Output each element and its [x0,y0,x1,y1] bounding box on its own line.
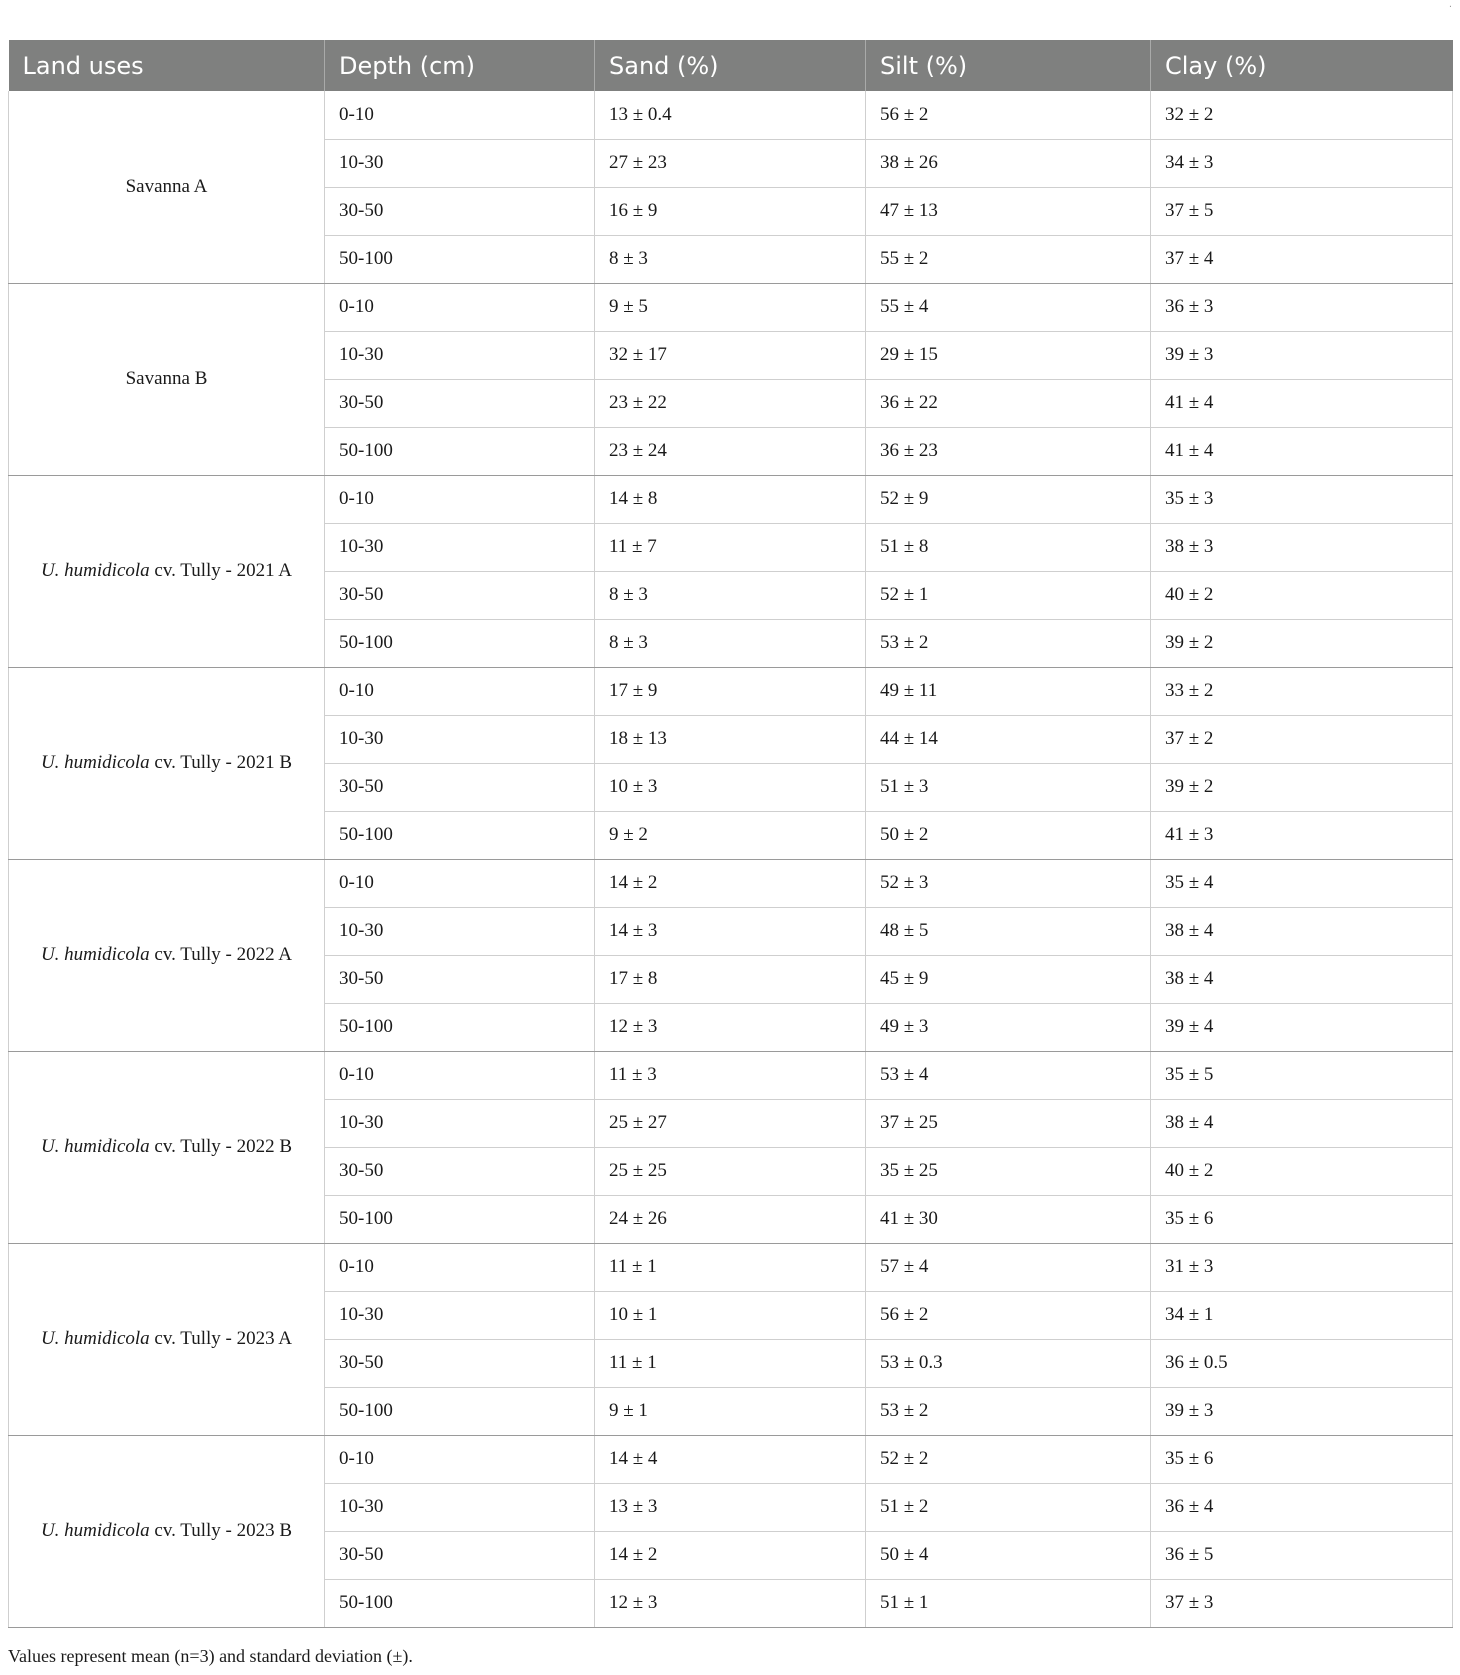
clay-cell: 39 ± 3 [1151,1387,1453,1435]
silt-cell: 53 ± 2 [866,619,1151,667]
silt-cell: 51 ± 1 [866,1579,1151,1627]
silt-cell: 37 ± 25 [866,1099,1151,1147]
clay-cell: 36 ± 4 [1151,1483,1453,1531]
depth-cell: 0-10 [325,1435,595,1483]
table-header-row [9,40,1453,91]
depth-cell: 30-50 [325,955,595,1003]
silt-cell: 49 ± 11 [866,667,1151,715]
silt-cell: 41 ± 30 [866,1195,1151,1243]
header-land-uses: Land uses [9,40,325,91]
clay-cell: 36 ± 3 [1151,283,1453,331]
depth-cell: 30-50 [325,379,595,427]
land-use-cell [9,667,325,859]
sand-cell: 11 ± 3 [595,1051,866,1099]
depth-cell: 30-50 [325,1147,595,1195]
sand-cell: 10 ± 1 [595,1291,866,1339]
land-use-label: cv. Tully - 2021 B [149,752,293,773]
clay-cell: 31 ± 3 [1151,1243,1453,1291]
depth-cell: 50-100 [325,811,595,859]
sand-cell: 11 ± 7 [595,523,866,571]
species-name: U. humidicola [40,1520,150,1541]
clay-cell: 37 ± 3 [1151,1579,1453,1627]
clay-cell: 35 ± 3 [1151,475,1453,523]
clay-cell: 34 ± 1 [1151,1291,1453,1339]
depth-cell: 10-30 [325,715,595,763]
clay-cell: 40 ± 2 [1151,1147,1453,1195]
silt-cell: 51 ± 2 [866,1483,1151,1531]
sand-cell: 10 ± 3 [595,763,866,811]
depth-cell: 10-30 [325,1291,595,1339]
sand-cell: 14 ± 8 [595,475,866,523]
species-name: U. humidicola [40,1328,150,1349]
silt-cell: 36 ± 22 [866,379,1151,427]
depth-cell: 50-100 [325,1003,595,1051]
clay-cell: 39 ± 4 [1151,1003,1453,1051]
sand-cell: 14 ± 2 [595,1531,866,1579]
sand-cell: 8 ± 3 [595,619,866,667]
land-use-cell [9,475,325,667]
depth-cell: 0-10 [325,1243,595,1291]
clay-cell: 39 ± 2 [1151,763,1453,811]
silt-cell: 52 ± 1 [866,571,1151,619]
silt-cell: 47 ± 13 [866,187,1151,235]
sand-cell: 8 ± 3 [595,571,866,619]
header-clay: Clay (%) [1151,40,1453,91]
sand-cell: 17 ± 9 [595,667,866,715]
sand-cell: 18 ± 13 [595,715,866,763]
land-use-cell [9,1051,325,1243]
land-use-label: Savanna A [125,175,208,197]
silt-cell: 53 ± 2 [866,1387,1151,1435]
header-silt: Silt (%) [866,40,1151,91]
sand-cell: 24 ± 26 [595,1195,866,1243]
depth-cell: 50-100 [325,1387,595,1435]
clay-cell: 41 ± 3 [1151,811,1453,859]
clay-cell: 35 ± 5 [1151,1051,1453,1099]
clay-cell: 36 ± 5 [1151,1531,1453,1579]
sand-cell: 25 ± 27 [595,1099,866,1147]
clay-cell: 33 ± 2 [1151,667,1453,715]
species-name: U. humidicola [40,1136,150,1157]
depth-cell: 50-100 [325,1195,595,1243]
land-use-cell [9,283,325,475]
depth-cell: 10-30 [325,1099,595,1147]
silt-cell: 52 ± 2 [866,1435,1151,1483]
sand-cell: 11 ± 1 [595,1243,866,1291]
silt-cell: 56 ± 2 [866,91,1151,139]
land-use-label: cv. Tully - 2023 A [149,1328,293,1349]
depth-cell: 50-100 [325,427,595,475]
silt-cell: 55 ± 4 [866,283,1151,331]
sand-cell: 8 ± 3 [595,235,866,283]
depth-cell: 0-10 [325,283,595,331]
depth-cell: 10-30 [325,1483,595,1531]
depth-cell: 30-50 [325,1339,595,1387]
silt-cell: 53 ± 0.3 [866,1339,1151,1387]
land-use-label: cv. Tully - 2022 A [149,944,293,965]
table-row [9,283,1453,331]
sand-cell: 12 ± 3 [595,1003,866,1051]
silt-cell: 49 ± 3 [866,1003,1151,1051]
clay-cell: 38 ± 4 [1151,955,1453,1003]
silt-cell: 51 ± 8 [866,523,1151,571]
land-use-label: cv. Tully - 2023 B [149,1520,293,1541]
species-name: U. humidicola [40,560,150,581]
sand-cell: 9 ± 2 [595,811,866,859]
table-row [9,859,1453,907]
clay-cell: 37 ± 4 [1151,235,1453,283]
sand-cell: 17 ± 8 [595,955,866,1003]
clay-cell: 37 ± 5 [1151,187,1453,235]
table-row [9,667,1453,715]
depth-cell: 0-10 [325,667,595,715]
silt-cell: 48 ± 5 [866,907,1151,955]
clay-cell: 41 ± 4 [1151,379,1453,427]
clay-cell: 35 ± 6 [1151,1195,1453,1243]
silt-cell: 56 ± 2 [866,1291,1151,1339]
depth-cell: 30-50 [325,763,595,811]
silt-cell: 44 ± 14 [866,715,1151,763]
depth-cell: 30-50 [325,1531,595,1579]
table-row [9,475,1453,523]
land-use-cell [9,91,325,283]
silt-cell: 52 ± 9 [866,475,1151,523]
table-row [9,91,1453,139]
table-row [9,1243,1453,1291]
clay-cell: 39 ± 2 [1151,619,1453,667]
sand-cell: 23 ± 24 [595,427,866,475]
depth-cell: 0-10 [325,91,595,139]
sand-cell: 11 ± 1 [595,1339,866,1387]
sand-cell: 16 ± 9 [595,187,866,235]
land-use-cell [9,859,325,1051]
silt-cell: 53 ± 4 [866,1051,1151,1099]
depth-cell: 50-100 [325,619,595,667]
clay-cell: 38 ± 4 [1151,907,1453,955]
land-use-cell [9,1243,325,1435]
silt-cell: 51 ± 3 [866,763,1151,811]
clay-cell: 38 ± 4 [1151,1099,1453,1147]
depth-cell: 10-30 [325,907,595,955]
clay-cell: 40 ± 2 [1151,571,1453,619]
clay-cell: 38 ± 3 [1151,523,1453,571]
depth-cell: 10-30 [325,331,595,379]
sand-cell: 27 ± 23 [595,139,866,187]
sand-cell: 32 ± 17 [595,331,866,379]
depth-cell: 0-10 [325,475,595,523]
table-row [9,1051,1453,1099]
silt-cell: 57 ± 4 [866,1243,1151,1291]
clay-cell: 35 ± 6 [1151,1435,1453,1483]
sand-cell: 25 ± 25 [595,1147,866,1195]
depth-cell: 50-100 [325,235,595,283]
species-name: U. humidicola [40,944,150,965]
sand-cell: 9 ± 5 [595,283,866,331]
depth-cell: 50-100 [325,1579,595,1627]
land-use-label: Savanna B [125,368,208,389]
silt-cell: 45 ± 9 [866,955,1151,1003]
silt-cell: 55 ± 2 [866,235,1151,283]
depth-cell: 10-30 [325,139,595,187]
silt-cell: 29 ± 15 [866,331,1151,379]
clay-cell: 41 ± 4 [1151,427,1453,475]
clay-cell: 36 ± 0.5 [1151,1339,1453,1387]
header-sand: Sand (%) [595,40,866,91]
land-use-label: cv. Tully - 2022 B [149,1136,293,1157]
land-use-label: cv. Tully - 2021 A [149,560,293,581]
clay-cell: 37 ± 2 [1151,715,1453,763]
land-use-cell [9,1435,325,1627]
depth-cell: 10-30 [325,523,595,571]
depth-cell: 0-10 [325,859,595,907]
clay-cell: 35 ± 4 [1151,859,1453,907]
clay-cell: 34 ± 3 [1151,139,1453,187]
soil-texture-table [8,40,1453,1628]
sand-cell: 9 ± 1 [595,1387,866,1435]
species-name: U. humidicola [40,752,150,773]
sand-cell: 14 ± 2 [595,859,866,907]
depth-cell: 0-10 [325,1051,595,1099]
corner-dot: · [1448,2,1452,13]
sand-cell: 13 ± 0.4 [595,91,866,139]
clay-cell: 39 ± 3 [1151,331,1453,379]
table-row [9,1435,1453,1483]
silt-cell: 52 ± 3 [866,859,1151,907]
clay-cell: 32 ± 2 [1151,91,1453,139]
silt-cell: 38 ± 26 [866,139,1151,187]
header-depth: Depth (cm) [325,40,595,91]
sand-cell: 23 ± 22 [595,379,866,427]
sand-cell: 13 ± 3 [595,1483,866,1531]
sand-cell: 12 ± 3 [595,1579,866,1627]
silt-cell: 50 ± 4 [866,1531,1151,1579]
silt-cell: 50 ± 2 [866,811,1151,859]
table-footnote: Values represent mean (n=3) and standard deviation (±). [8,1646,413,1666]
sand-cell: 14 ± 4 [595,1435,866,1483]
silt-cell: 36 ± 23 [866,427,1151,475]
table-body [9,91,1453,1627]
sand-cell: 14 ± 3 [595,907,866,955]
depth-cell: 30-50 [325,187,595,235]
soil-texture-table-container [8,40,1452,1628]
silt-cell: 35 ± 25 [866,1147,1151,1195]
depth-cell: 30-50 [325,571,595,619]
